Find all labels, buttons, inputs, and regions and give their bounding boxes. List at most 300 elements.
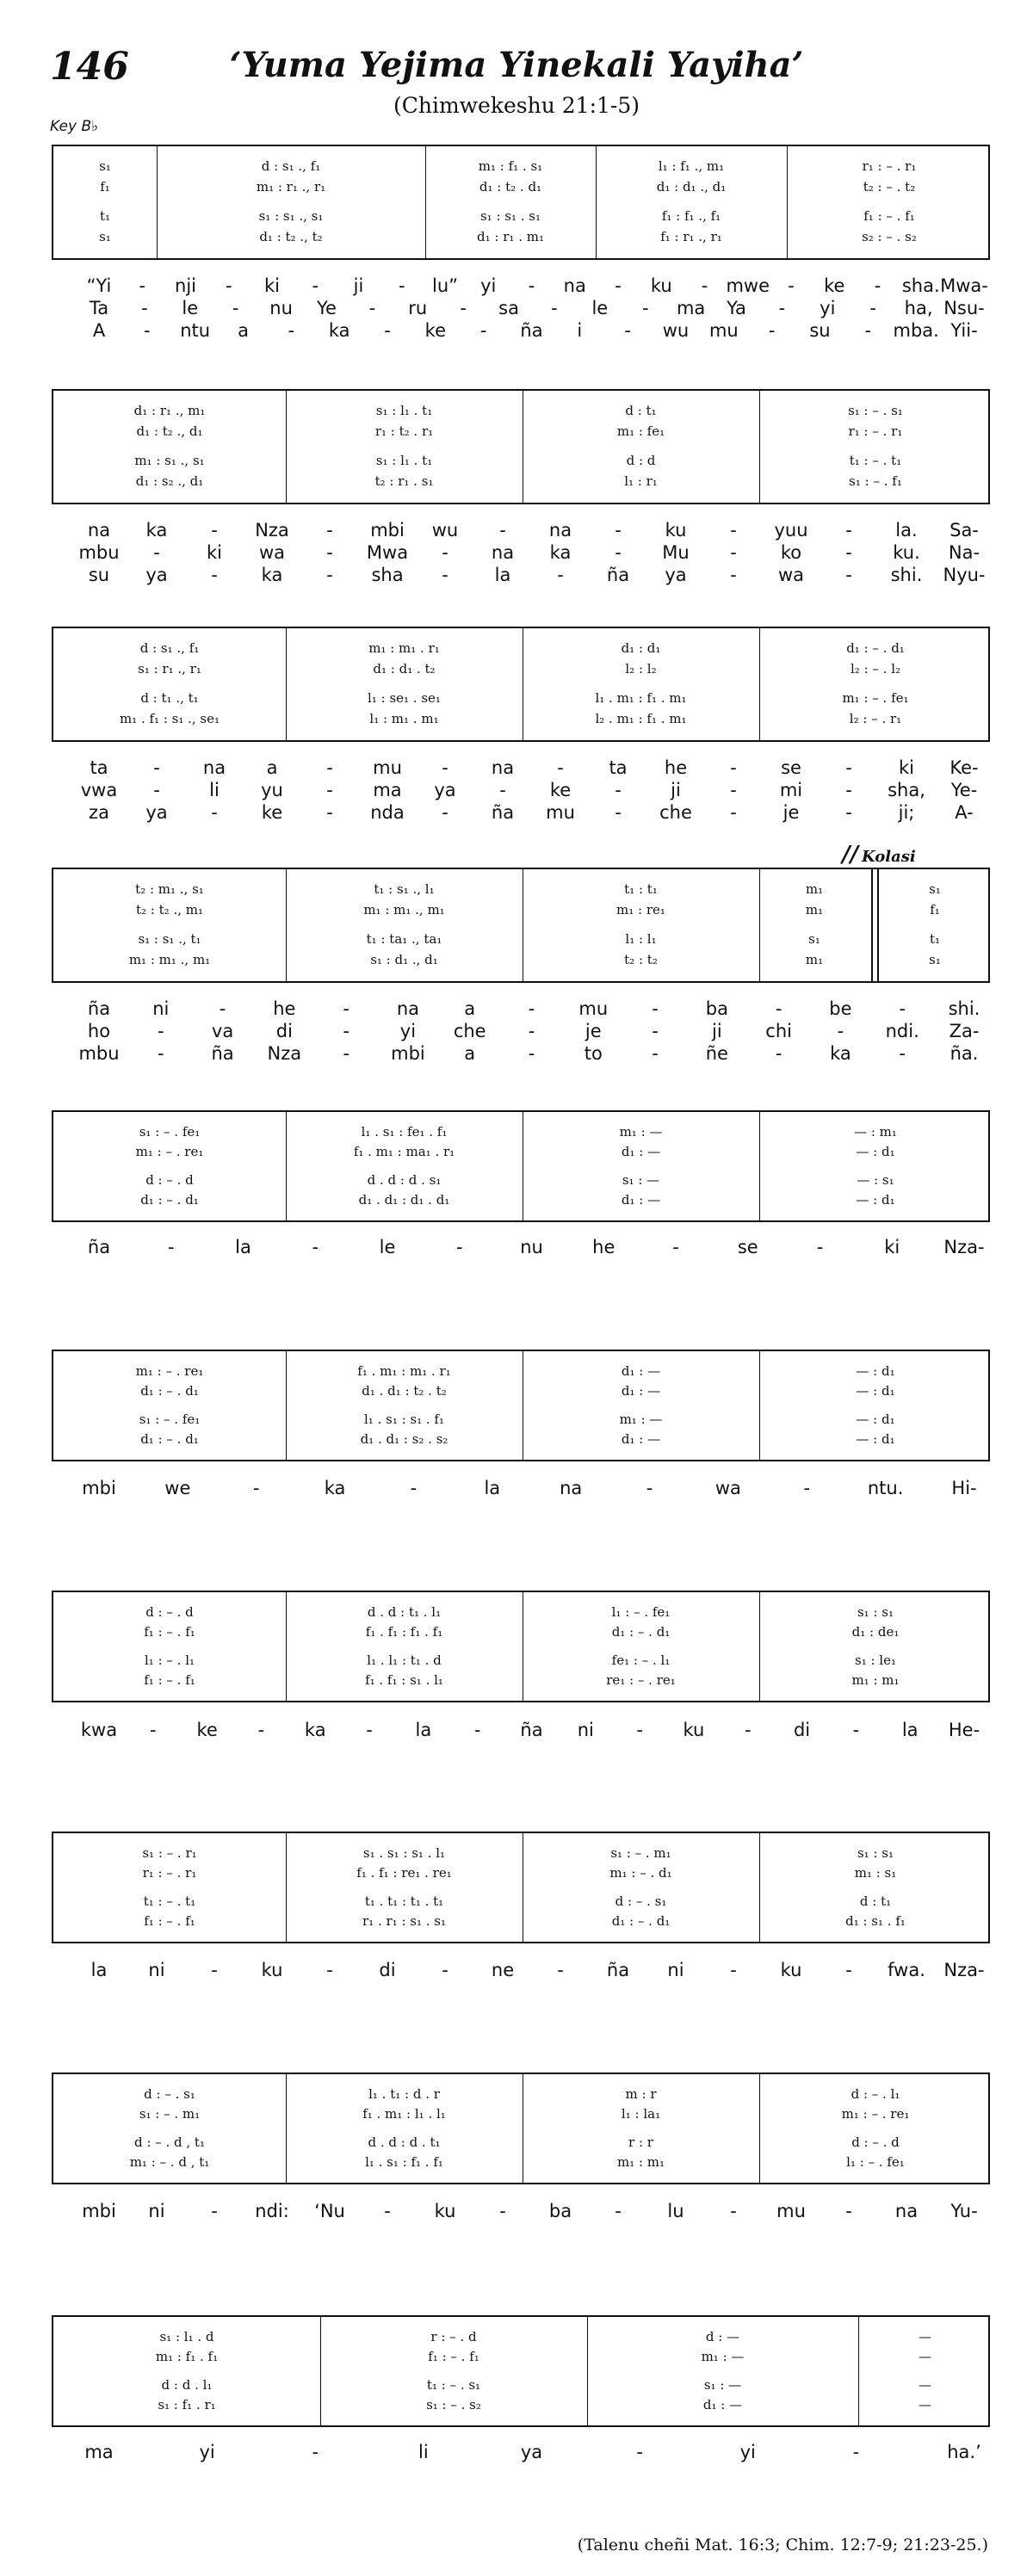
voice-row	[53, 208, 988, 224]
lyric-syllable: Na-	[948, 542, 980, 563]
measure-notes: s₁ : f₁ . r₁	[158, 2397, 216, 2413]
voice-row	[53, 711, 988, 726]
lyric-syllable: -	[874, 275, 881, 296]
lyric-syllable: je	[585, 1021, 602, 1041]
measure-notes: t₂ : t₂ ., m₁	[136, 902, 203, 917]
hymn-number: 146	[50, 45, 129, 89]
measure-notes: d : – . s₁	[615, 1893, 667, 1909]
lyric-syllable: -	[803, 1478, 811, 1498]
measure-notes: l₁ : – . l₁	[144, 1652, 195, 1668]
lyric-syllable: -	[442, 802, 448, 823]
lyric-syllable: la	[901, 1720, 919, 1740]
lyric-syllable: ke	[196, 1720, 218, 1740]
lyric-syllable: ke	[261, 802, 283, 823]
measure-notes: f₁ . f₁ : s₁ . l₁	[365, 1672, 443, 1689]
lyric-syllable: ñe	[705, 1043, 728, 1064]
lyric-syllable: -	[775, 1043, 782, 1064]
lyric-syllable: -	[557, 757, 564, 778]
measure-notes: r : r	[628, 2134, 653, 2150]
measure-notes: r₁ : t₂ . r₁	[374, 423, 434, 439]
lyric-syllable: mu	[546, 802, 575, 823]
lyric-syllable: -	[410, 1478, 418, 1498]
lyric-syllable: -	[326, 542, 333, 563]
lyric-syllable: -	[153, 780, 160, 800]
measure-notes: m₁ : – . re₁	[135, 1362, 204, 1379]
measure-notes: s₁ : le₁	[855, 1652, 896, 1668]
measure-notes: m₁ : —	[701, 2348, 745, 2364]
lyric-syllable: -	[211, 802, 218, 823]
music-system	[52, 2073, 990, 2184]
lyric-syllable: -	[225, 275, 232, 296]
lyric-syllable: a	[238, 320, 249, 341]
lyric-syllable: a	[464, 1043, 476, 1064]
lyric-syllable: na	[87, 520, 111, 541]
measure-notes: f₁ : – . f₁	[863, 208, 915, 224]
measure-notes: d₁ : s₁ . f₁	[845, 1913, 906, 1930]
measure-notes: s₁ : l₁ . t₁	[375, 453, 433, 468]
lyric-syllable: -	[672, 1237, 679, 1257]
lyric-syllable: le	[182, 298, 199, 318]
lyric-syllable: ma	[84, 2442, 114, 2462]
measure-notes: d₁ : – . d₁	[846, 640, 905, 656]
lyric-syllable: -	[326, 565, 333, 585]
lyric-syllable: Nza-	[943, 1960, 985, 1980]
measure-notes: d₁ : t₂ ., d₁	[136, 423, 203, 439]
lyric-syllable: Ye-	[950, 780, 978, 800]
lyric-syllable: -	[157, 1021, 164, 1041]
lyric-syllable: ntu.	[867, 1478, 904, 1498]
lyric-syllable: mbi	[82, 1478, 116, 1498]
lyric-line	[52, 2440, 990, 2464]
lyric-syllable: shi.	[890, 565, 923, 585]
music-system	[52, 1350, 990, 1461]
measure-notes: d₁ . d₁ : s₂ . s₂	[360, 1431, 448, 1448]
lyric-syllable: ku	[650, 275, 672, 296]
measure-notes: d : – . d	[145, 1603, 194, 1620]
lyric-syllable: -	[442, 565, 448, 585]
lyric-syllable: mbu	[78, 1043, 120, 1064]
lyric-syllable: -	[730, 565, 737, 585]
lyric-syllable: -	[652, 998, 659, 1019]
measure-notes: f₁ : f₁ ., f₁	[661, 208, 721, 224]
measure-notes: —	[919, 2397, 931, 2413]
measure-notes: m₁ : m₁ ., m₁	[128, 952, 211, 967]
measure-notes: f₁ . m₁ : ma₁ . r₁	[353, 1143, 455, 1159]
lyric-syllable: mbi	[82, 2201, 116, 2221]
lyric-syllable: -	[845, 1960, 852, 1980]
measure-notes: d₁ : —	[621, 1362, 661, 1379]
lyric-syllable: se	[781, 757, 801, 778]
lyric-syllable: ke	[424, 320, 446, 341]
measure-notes: s₁ . s₁ : s₁ . l₁	[362, 1844, 446, 1861]
lyric-syllable: ya	[145, 565, 168, 585]
lyric-syllable: -	[211, 1960, 218, 1980]
lyric-syllable: -	[384, 2201, 391, 2221]
lyric-syllable: -	[368, 298, 376, 318]
lyric-syllable: ho	[87, 1021, 111, 1041]
lyric-syllable: -	[557, 565, 564, 585]
measure-notes: f₁ : r₁ ., r₁	[660, 229, 722, 244]
lyric-line	[52, 563, 990, 587]
lyric-syllable: li	[209, 780, 220, 800]
lyric-syllable: ji	[353, 275, 364, 296]
lyric-syllable: di	[275, 1021, 293, 1041]
lyric-syllable: -	[499, 2201, 506, 2221]
measure-notes: l₁ . t₁ : d . r	[368, 2085, 440, 2102]
measure-notes: m₁ : re₁	[616, 902, 665, 917]
lyric-syllable: A	[92, 320, 106, 341]
lyric-syllable: -	[312, 275, 319, 296]
measure-notes: t₁ : s₁ ., l₁	[374, 881, 435, 897]
measure-notes: m₁ : s₁ ., s₁	[134, 453, 205, 468]
lyric-syllable: ke	[824, 275, 845, 296]
measure-notes: d : —	[705, 2328, 740, 2344]
measure-notes: d₁ : —	[621, 1431, 661, 1448]
measure-notes: t₁ : ta₁ ., ta₁	[366, 931, 442, 947]
lyric-syllable: ña	[520, 320, 543, 341]
lyric-syllable: ku	[434, 2201, 456, 2221]
measure-notes: s₁ : l₁ . d	[159, 2328, 214, 2344]
lyric-syllable: Sa-	[949, 520, 979, 541]
lyric-syllable: -	[837, 1021, 844, 1041]
lyric-syllable: lu	[667, 2201, 684, 2221]
lyric-syllable: -	[744, 1720, 752, 1740]
lyric-syllable: ki	[264, 275, 280, 296]
lyric-syllable: mwe	[726, 275, 770, 296]
measure-notes: t₂ : r₁ . s₁	[374, 473, 434, 489]
voice-row	[53, 640, 988, 656]
lyric-syllable: -	[701, 275, 708, 296]
measure-notes: — : d₁	[856, 1431, 895, 1448]
lyric-syllable: -	[899, 998, 906, 1019]
lyric-syllable: -	[150, 1720, 157, 1740]
lyric-syllable: -	[528, 1021, 535, 1041]
lyric-syllable: ka	[261, 565, 283, 585]
lyric-syllable: -	[615, 275, 622, 296]
measure-notes: s₁ : s₁ ., s₁	[258, 208, 324, 224]
lyric-syllable: -	[615, 2201, 622, 2221]
measure-notes: s₁ : – . fe₁	[139, 1123, 201, 1140]
measure-notes: f₁ . f₁ : re₁ . re₁	[356, 1864, 452, 1881]
lyric-syllable: -	[312, 1237, 319, 1257]
measure-notes: m₁ : —	[619, 1411, 663, 1427]
lyric-syllable: -	[615, 542, 622, 563]
lyric-syllable: ña	[211, 1043, 234, 1064]
measure-notes: —	[919, 2328, 931, 2344]
measure-notes: d : – . l₁	[851, 2085, 900, 2102]
lyric-syllable: -	[636, 2442, 643, 2462]
lyric-syllable: Nza	[255, 520, 289, 541]
music-system	[52, 627, 990, 742]
measure-notes: l₁ : la₁	[621, 2105, 661, 2122]
lyric-syllable: -	[652, 1021, 659, 1041]
measure-notes: s₁ : s₁ ., t₁	[138, 931, 201, 947]
measure-notes: d . d : d . s₁	[367, 1171, 442, 1188]
lyric-syllable: la	[415, 1720, 432, 1740]
measure-notes: s₁ : – . f₁	[849, 473, 902, 489]
measure-notes: s₁ : s₁	[857, 1844, 894, 1861]
lyric-syllable: ru	[408, 298, 428, 318]
lyric-syllable: -	[730, 542, 737, 563]
measure-notes: d₁ : – . d₁	[140, 1382, 199, 1399]
measure-notes: m₁ : fe₁	[616, 423, 665, 439]
lyric-syllable: He-	[948, 1720, 980, 1740]
lyric-syllable: -	[816, 1237, 824, 1257]
lyric-syllable: ka	[145, 520, 168, 541]
measure-notes: f₁ : – . f₁	[428, 2348, 479, 2364]
lyric-syllable: ka	[324, 1478, 346, 1498]
measure-notes: t₁ . t₁ : t₁ . t₁	[364, 1893, 444, 1909]
lyric-syllable: be	[829, 998, 852, 1019]
lyric-line	[52, 296, 990, 320]
measure-notes: f₁ . f₁ : f₁ . f₁	[365, 1623, 443, 1640]
measure-notes: l₁ . s₁ : fe₁ . f₁	[361, 1123, 448, 1140]
lyric-line	[52, 1235, 990, 1259]
lyric-syllable: wu	[662, 320, 690, 341]
measure-notes: m₁ : f₁ . f₁	[155, 2348, 219, 2364]
measure-notes: m : r	[625, 2085, 657, 2102]
measure-notes: s₁	[99, 229, 111, 244]
lyric-syllable: Mwa-	[940, 275, 988, 296]
measure-notes: t₁	[99, 208, 111, 224]
lyric-syllable: wa	[714, 1478, 741, 1498]
lyric-syllable: -	[153, 542, 160, 563]
lyric-syllable: na	[491, 542, 515, 563]
lyric-syllable: ya	[434, 780, 456, 800]
voice-row	[53, 661, 988, 676]
measure-notes: d₁ : – . d₁	[140, 1192, 199, 1208]
measure-notes: s₁ : – . m₁	[610, 1844, 671, 1861]
measure-notes: s₁ : – . s₁	[848, 403, 903, 418]
measure-notes: l₁ : m₁ . m₁	[369, 711, 439, 726]
lyric-syllable: ña	[606, 1960, 630, 1980]
lyric-syllable: -	[730, 780, 737, 800]
lyric-syllable: -	[326, 802, 333, 823]
lyric-line	[52, 518, 990, 542]
lyric-syllable: -	[775, 998, 782, 1019]
measure-notes: d : s₁ ., f₁	[139, 640, 200, 656]
lyric-syllable: -	[232, 298, 239, 318]
lyric-syllable: ya	[145, 802, 168, 823]
measure-notes: d : – . d	[145, 1171, 194, 1188]
lyric-syllable: -	[845, 565, 852, 585]
lyric-syllable: na	[563, 275, 586, 296]
measure-notes: m₁ : r₁ ., r₁	[256, 179, 326, 195]
measure-notes: d : t₁	[625, 403, 657, 418]
measure-notes: d : – . s₁	[144, 2085, 195, 2102]
measure-notes: t₁	[929, 931, 941, 947]
lyric-syllable: -	[528, 998, 535, 1019]
lyric-syllable: ku	[683, 1720, 705, 1740]
lyric-syllable: fwa.	[888, 1960, 925, 1980]
lyric-syllable: shi.	[948, 998, 980, 1019]
lyric-syllable: ni	[152, 998, 170, 1019]
measure-notes: m₁ : s₁	[854, 1864, 897, 1881]
measure-notes: s₁ : r₁ ., r₁	[138, 661, 201, 676]
measure-notes: r₁ : – . r₁	[142, 1864, 197, 1881]
lyric-syllable: yi	[399, 1021, 417, 1041]
lyric-syllable: yi	[820, 298, 836, 318]
lyric-syllable: wa	[258, 542, 286, 563]
lyric-syllable: -	[778, 298, 786, 318]
lyric-syllable: di	[379, 1960, 396, 1980]
lyric-syllable: la.	[895, 520, 918, 541]
lyric-syllable: Yii-	[950, 320, 978, 341]
lyric-syllable: vwa	[80, 780, 118, 800]
lyric-syllable: -	[326, 780, 333, 800]
measure-notes: m₁ : —	[619, 1123, 663, 1140]
lyric-syllable: na	[202, 757, 226, 778]
measure-notes: m₁ : m₁ . r₁	[368, 640, 440, 656]
lyric-syllable: li	[418, 2442, 429, 2462]
lyric-syllable: sha	[371, 565, 404, 585]
measure-notes: d₁ : —	[621, 1143, 661, 1159]
lyric-syllable: -	[460, 298, 467, 318]
lyric-syllable: mu	[578, 998, 609, 1019]
voice-row	[53, 2349, 988, 2364]
voice-row	[53, 1124, 988, 1140]
voice-row	[53, 473, 988, 489]
voice-row	[53, 952, 988, 967]
lyric-syllable: -	[845, 780, 852, 800]
voice-row	[53, 229, 988, 244]
measure-notes: d₁ : s₂ ., d₁	[135, 473, 204, 489]
measure-notes: s₁ : – . fe₁	[139, 1411, 201, 1427]
measure-notes: l₂ : l₂	[625, 661, 657, 676]
voice-row	[53, 881, 988, 897]
measure-notes: d : t₁ ., t₁	[140, 690, 199, 706]
lyric-syllable: ni	[667, 1960, 684, 1980]
measure-notes: r₁ : – . r₁	[862, 158, 917, 174]
measure-notes: d₁ . d₁ : d₁ . d₁	[358, 1192, 450, 1208]
lyric-syllable: -	[845, 757, 852, 778]
lyric-syllable: -	[144, 320, 151, 341]
lyric-syllable: ki	[899, 757, 914, 778]
measure-notes: f₁ : – . f₁	[144, 1672, 195, 1689]
measure-notes: r : – . d	[430, 2328, 477, 2344]
measure-notes: t₁ : – . s₁	[426, 2376, 481, 2393]
measure-notes: l₁ . l₁ : t₁ . d	[367, 1652, 442, 1668]
lyric-syllable: -	[455, 1237, 463, 1257]
lyric-syllable: to	[584, 1043, 603, 1064]
lyric-syllable: -	[499, 520, 506, 541]
lyric-syllable: su	[809, 320, 831, 341]
lyric-syllable: -	[288, 320, 295, 341]
lyric-syllable: ka	[830, 1043, 851, 1064]
lyric-syllable: ña	[491, 802, 515, 823]
lyric-syllable: sha,	[888, 780, 925, 800]
measure-notes: m₁ : m₁ ., m₁	[363, 902, 445, 917]
measure-notes: f₁ . m₁ : m₁ . r₁	[357, 1362, 451, 1379]
measure-notes: s₁	[99, 158, 111, 174]
lyric-syllable: yi	[739, 2442, 756, 2462]
lyric-syllable: i	[577, 320, 583, 341]
measure-notes: d₁ : r₁ . m₁	[477, 229, 544, 244]
measure-notes: f₁ : – . f₁	[144, 1913, 195, 1930]
measure-notes: d₁ : – . d₁	[140, 1431, 199, 1448]
lyric-syllable: nu	[520, 1237, 543, 1257]
lyric-syllable: -	[845, 542, 852, 563]
lyric-syllable: ki	[207, 542, 222, 563]
measure-notes: m₁	[805, 952, 824, 967]
measure-notes: s₁	[808, 931, 820, 947]
lyric-syllable: -	[730, 1960, 737, 1980]
lyric-syllable: -	[845, 2201, 852, 2221]
lyric-syllable: kwa	[80, 1720, 118, 1740]
lyric-syllable: -	[557, 1960, 564, 1980]
lyric-syllable: nu	[269, 298, 293, 318]
lyric-line	[52, 1958, 990, 1982]
lyric-syllable: Mu	[662, 542, 690, 563]
measure-notes: d : – . d	[851, 2134, 900, 2150]
lyric-syllable: -	[141, 298, 148, 318]
voice-row	[53, 1144, 988, 1159]
measure-notes: t₂ : m₁ ., s₁	[135, 881, 204, 897]
music-system	[52, 1110, 990, 1222]
lyric-syllable: -	[219, 998, 226, 1019]
lyric-syllable: ña	[87, 1237, 111, 1257]
measure-notes: m₁	[805, 881, 824, 897]
lyric-syllable: -	[652, 1043, 659, 1064]
lyric-syllable: -	[615, 520, 622, 541]
lyric-syllable: -	[624, 320, 631, 341]
lyric-syllable: mbu	[78, 542, 120, 563]
measure-notes: r₁ : – . r₁	[848, 423, 903, 439]
lyric-syllable: -	[366, 1720, 373, 1740]
lyric-syllable: se	[737, 1237, 758, 1257]
lyric-syllable: ji	[671, 780, 681, 800]
lyric-syllable: sa	[498, 298, 519, 318]
measure-notes: d₁ : t₂ . d₁	[479, 179, 542, 195]
lyric-syllable: sha.	[901, 275, 940, 296]
voice-row	[53, 403, 988, 418]
measure-notes: s₁ : —	[622, 1171, 660, 1188]
lyric-syllable: ‘Nu	[314, 2201, 345, 2221]
voice-row	[53, 2134, 988, 2150]
lyric-syllable: -	[312, 2442, 319, 2462]
lyric-syllable: Ke-	[949, 757, 979, 778]
lyric-syllable: he	[664, 757, 688, 778]
voice-row	[53, 1865, 988, 1881]
measure-notes: — : s₁	[857, 1171, 894, 1188]
measure-notes: — : d₁	[856, 1411, 895, 1427]
voice-row	[53, 1192, 988, 1208]
voice-row	[53, 2397, 988, 2412]
voice-row	[53, 1893, 988, 1909]
lyric-syllable: -	[551, 298, 558, 318]
lyric-syllable: mbi	[391, 1043, 425, 1064]
voice-row	[53, 2154, 988, 2170]
music-system	[52, 868, 990, 983]
voice-row	[53, 1172, 988, 1188]
lyric-syllable: mbi	[370, 520, 405, 541]
lyric-syllable: ji;	[898, 802, 915, 823]
voice-row	[53, 931, 988, 947]
lyric-syllable: -	[852, 2442, 860, 2462]
lyric-syllable: nji	[175, 275, 196, 296]
lyric-syllable: Nsu-	[943, 298, 985, 318]
measure-notes: l₁ : r₁	[624, 473, 658, 489]
lyric-syllable: ku	[261, 1960, 283, 1980]
lyric-syllable: ña	[606, 565, 630, 585]
measure-notes: m₁ : m₁	[616, 2154, 665, 2171]
lyric-syllable: -	[768, 320, 776, 341]
measure-notes: t₂ : t₂	[624, 952, 658, 967]
lyric-syllable: ku	[780, 1960, 802, 1980]
measure-notes: m₁ : – . d₁	[609, 1864, 672, 1881]
lyric-syllable: Ta	[89, 298, 109, 318]
lyric-syllable: -	[343, 1021, 349, 1041]
